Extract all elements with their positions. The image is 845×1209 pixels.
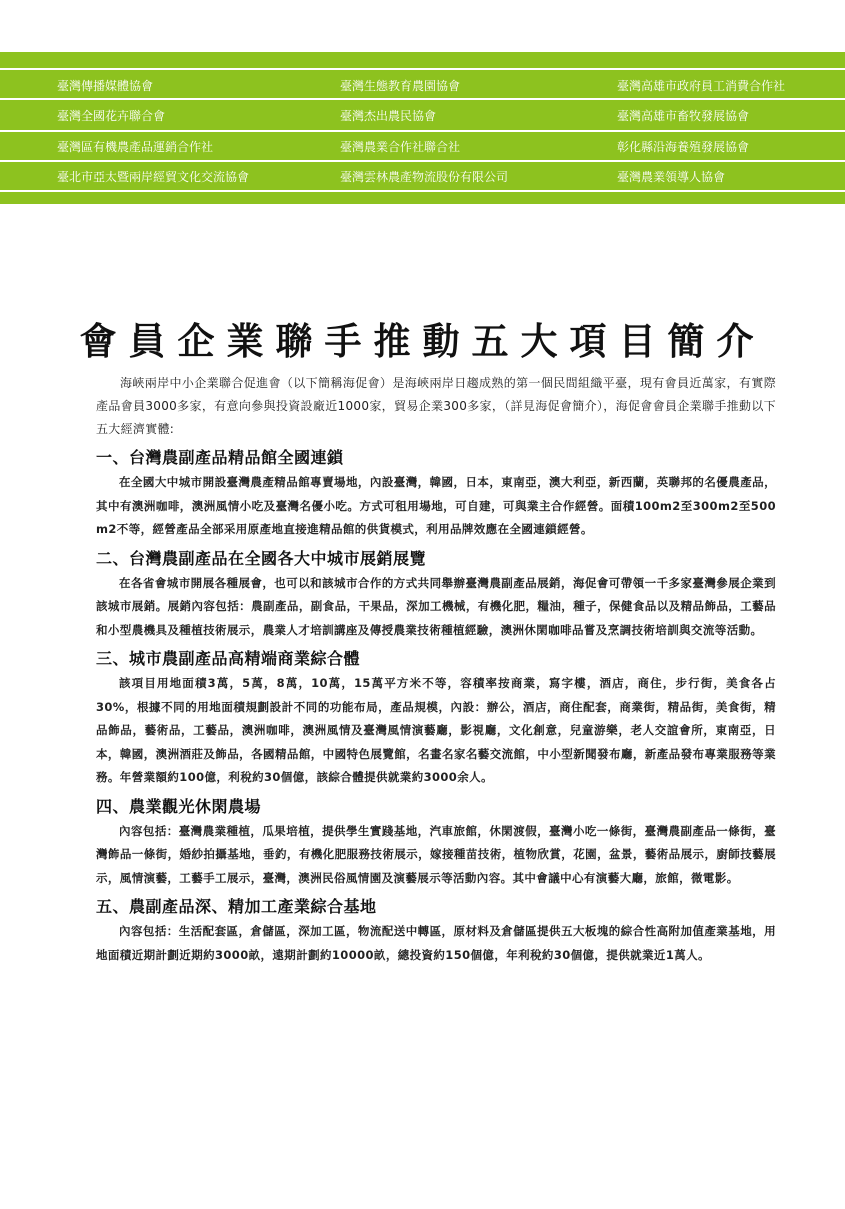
association-name: 臺北市亞太暨兩岸經貿文化交流協會 [57,170,250,184]
association-name: 臺灣區有機農產品運銷合作社 [57,140,214,154]
section-body: 該項目用地面積3萬，5萬，8萬，10萬，15萬平方米不等，容積率按商業，寫字樓，酒店，商住，步行街，美食各占30%，根據不同的用地面積規劃設計不同的功能布局，產品規模，內設：辦公，酒店，商住配套，商業街，精品街，美食街，精品飾品，藝術品，工藝品，澳洲咖啡，澳洲風情及臺灣風情演藝廳，影視廳，文化創意，兒童游樂，老人交誼會所，東南亞，日本，韓國，澳洲酒莊及飾品，各國精品館，中國特色展覽館，名畫名家名藝交流館，中小型新聞發布廳，新產品發布專業服務等業務。年營業額約100億，利稅約30個億，該綜合體提供就業約3000余人。 [96,676,776,784]
section-body: 內容包括：生活配套區，倉儲區，深加工區，物流配送中轉區，原材料及倉儲區提供五大板塊的綜合性高附加值產業基地，用地面積近期計劃近期約3000畝，遠期計劃約10000畝，總投資約150個億，年利稅約30個億，提供就業近1萬人。 [96,924,776,962]
page-title: 會員企業聯手推動五大項目簡介 [79,318,766,363]
section-body: 在各省會城市開展各種展會，也可以和該城市合作的方式共同舉辦臺灣農副產品展銷，海促會可帶領一千多家臺灣參展企業到該城市展銷。展銷內容包括：農副產品，副食品，干果品，深加工機械，有機化肥，糧油，種子，保健食品以及精品飾品，工藝品和小型農機具及種植技術展示，農業人才培訓講座及傳授農業技術種植經驗，澳洲休閑咖啡品嘗及烹調技術培訓與交流等活動。 [96,575,776,637]
section-body: 內容包括：臺灣農業種植，瓜果培植，提供學生實踐基地，汽車旅館，休閑渡假，臺灣小吃一條街，臺灣農副產品一條街，臺灣飾品一條街，婚紗拍攝基地，垂釣，有機化肥服務技術展示，嫁接種苗技術，植物欣賞，花園，盆景，藝術品展示，廚師技藝展示，風情演藝，工藝手工展示，臺灣，澳洲民俗風情園及演藝展示等活動內容。其中會議中心有演藝大廳，旅館，微電影。 [96,823,776,885]
section-heading: 五、農副產品深、精加工產業綜合基地 [96,897,377,916]
section-body: 在全國大中城市開設臺灣農產精品館專賣場地，內設臺灣，韓國，日本，東南亞，澳大利亞，新西蘭，英聯邦的名優農產品，其中有澳洲咖啡，澳洲風情小吃及臺灣名優小吃。方式可租用場地，可自建，可與業主合作經營。面積100m2至300m2至500 m2不等，經營產品全部采用原產地直接進精品館的供貨模式，利用品牌效應在全國連鎖經營。 [96,475,776,536]
band-divider [0,98,845,100]
section-heading: 一、台灣農副產品精品館全國連鎖 [96,448,344,467]
association-name: 臺灣杰出農民協會 [340,109,437,123]
band-row [0,137,845,157]
association-name: 臺灣雲林農產物流股份有限公司 [340,170,509,184]
band-divider [0,190,845,192]
association-name: 臺灣傳播媒體協會 [57,79,154,93]
member-associations-band [0,52,845,204]
intro-paragraph: 海峽兩岸中小企業聯合促進會（以下簡稱海促會）是海峽兩岸日趨成熟的第一個民間組織平臺，現有會員近萬家，有實際產品會員3000多家，有意向參與投資設廠近1000家，貿易企業300多家，（詳見海促會簡介），海促會會員企業聯手推動以下五大經濟實體: [96,376,776,436]
band-row [0,167,845,187]
association-name: 臺灣高雄市畜牧發展協會 [617,109,750,123]
band-divider [0,130,845,132]
band-row [0,106,845,126]
association-name: 彰化縣沿海養殖發展協會 [617,140,750,154]
association-name: 臺灣農業合作社聯合社 [340,140,461,154]
band-row [0,76,845,96]
association-name: 臺灣農業領導人協會 [617,170,726,184]
band-divider [0,160,845,162]
section-heading: 三、城市農副產品高精端商業綜合體 [96,649,361,668]
section-heading: 二、台灣農副產品在全國各大中城市展銷展覽 [96,548,427,568]
association-name: 臺灣高雄市政府員工消費合作社 [617,79,786,93]
association-name: 臺灣全國花卉聯合會 [57,109,166,123]
association-name: 臺灣生態教育農園協會 [340,79,461,93]
document-body [96,372,776,967]
section-heading: 四、農業觀光休閑農場 [96,796,262,816]
band-divider [0,68,845,70]
